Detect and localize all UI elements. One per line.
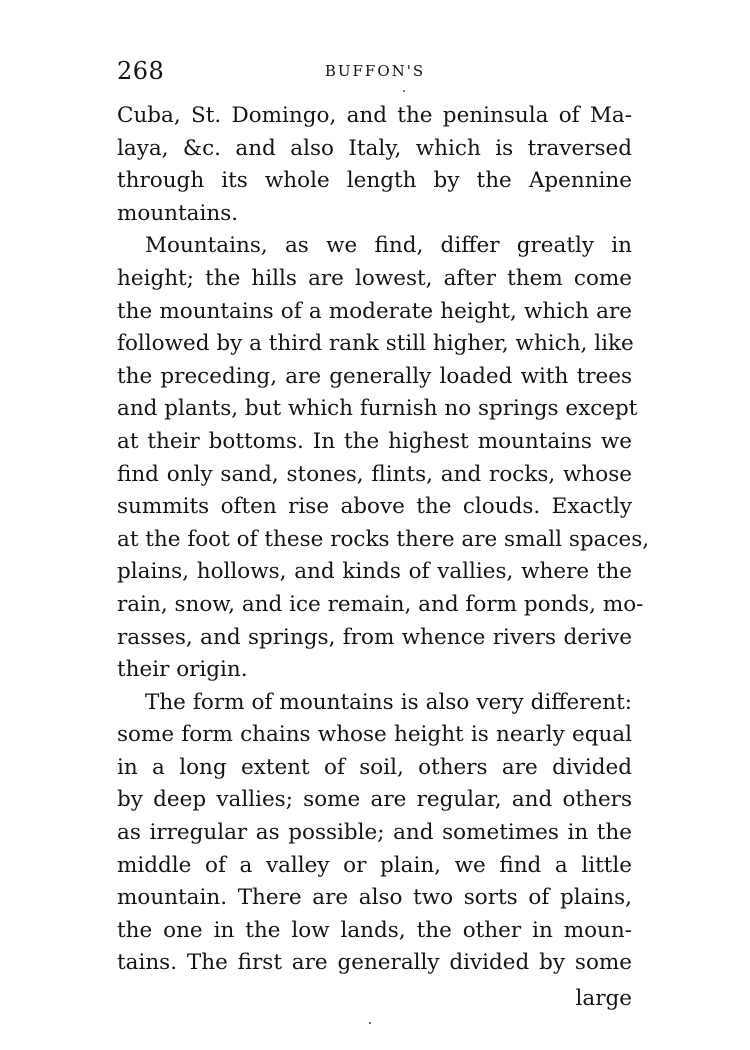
text-line: the mountains of a moderate height, which are — [117, 298, 632, 324]
text-line: rasses, and springs, from whence rivers derive — [117, 624, 632, 650]
text-line: in a long extent of soil, others are divided — [117, 754, 632, 780]
text-line: find only sand, stones, flints, and rocks, whose — [117, 461, 632, 487]
paragraph — [117, 230, 650, 686]
text-line: the one in the low lands, the other in moun- — [117, 917, 632, 943]
text-line: some form chains whose height is nearly equal — [117, 722, 632, 748]
text-line: through its whole length by the Apennine — [117, 168, 632, 194]
text-line: followed by a third rank still higher, which, like — [117, 331, 634, 357]
text-line: by deep vallies; some are regular, and others — [117, 787, 632, 813]
text-line: summits often rise above the clouds. Exactly — [117, 494, 632, 520]
body-text — [117, 100, 650, 980]
text-line: Cuba, St. Domingo, and the peninsula of Ma- — [117, 103, 632, 128]
text-line: as irregular as possible; and sometimes in the — [117, 820, 632, 846]
text-line: The form of mountains is also very different: — [145, 689, 632, 715]
text-line: at their bottoms. In the highest mountains we — [117, 428, 632, 454]
catchword: large — [575, 986, 632, 1011]
ink-speck — [403, 90, 405, 92]
ink-speck — [369, 1022, 371, 1024]
running-head — [117, 56, 633, 86]
text-line: mountain. There are also two sorts of plains, — [117, 885, 632, 911]
text-line: and plants, but which furnish no springs except — [117, 396, 638, 422]
text-line: height; the hills are lowest, after them come — [117, 265, 632, 291]
text-line: the preceding, are generally loaded with trees — [117, 363, 632, 389]
text-line: mountains. — [117, 200, 239, 226]
text-line: plains, hollows, and kinds of vallies, where the — [117, 559, 632, 585]
paragraph — [117, 687, 632, 980]
text-line: Mountains, as we find, differ greatly in — [145, 233, 632, 259]
running-title: BUFFON'S — [324, 62, 426, 80]
text-line: tains. The first are generally divided by some — [117, 950, 632, 976]
text-line: at the foot of these rocks there are small spaces, — [117, 526, 650, 552]
text-line: laya, &c. and also Italy, which is traversed — [117, 135, 632, 161]
text-line: middle of a valley or plain, we find a little — [117, 852, 632, 878]
text-line: rain, snow, and ice remain, and form ponds, mo- — [117, 591, 644, 617]
paragraph — [117, 100, 632, 230]
page-number: 268 — [117, 57, 165, 85]
text-line: their origin. — [117, 657, 248, 683]
